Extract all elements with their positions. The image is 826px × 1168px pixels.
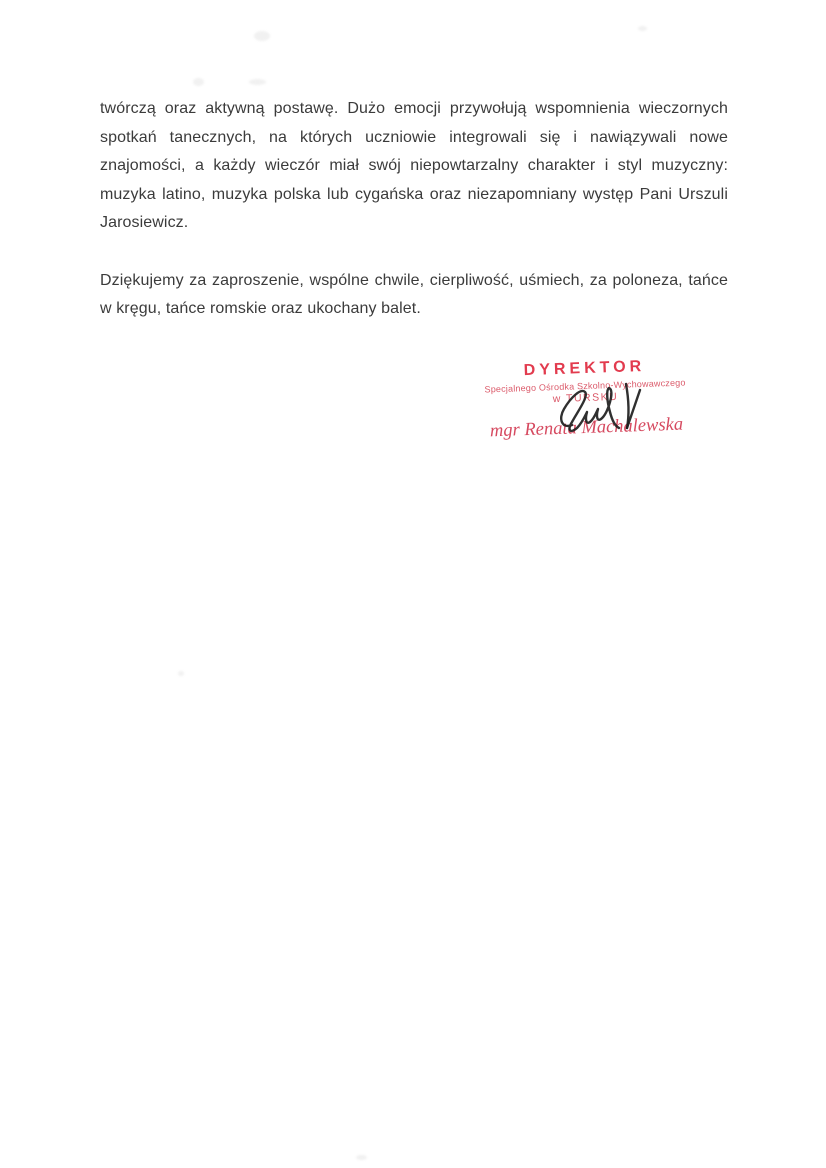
body-text-line: muzyka latino, muzyka polska lub cygańska oraz niezapomniany występ Pani Urszuli (100, 185, 728, 203)
signature-ink (561, 388, 619, 431)
scan-artifact (254, 31, 270, 41)
body-text-line: Dziękujemy za zaproszenie, wspólne chwile, cierpliwość, uśmiech, za poloneza, tańce (100, 271, 728, 289)
scan-artifact (193, 78, 204, 86)
paragraph-thanks (100, 267, 728, 324)
stamp-title: DYREKTOR (523, 357, 646, 380)
stamp-institution-line: Specjalnego Ośrodka Szkolno-Wychowawczego (484, 377, 686, 395)
body-text-line: twórczą oraz aktywną postawę. Dużo emocji przywołują wspomnienia wieczornych (100, 100, 728, 117)
signatory-name: mgr Renata Machalewska (489, 414, 684, 442)
scan-artifact (178, 671, 184, 676)
stamp-location-line: w TURSKU (552, 390, 619, 406)
handwritten-signature (550, 381, 658, 443)
body-text-line: znajomości, a każdy wieczór miał swój niepowtarzalny charakter i styl muzyczny: (100, 157, 728, 175)
body-text-line: Jarosiewicz. (100, 214, 189, 232)
body-text-line: w kręgu, tańce romskie oraz ukochany balet. (100, 300, 421, 318)
scan-artifact (638, 26, 647, 31)
scan-artifact (356, 1155, 367, 1160)
letter-body (100, 95, 728, 324)
body-text-line: spotkań tanecznych, na których uczniowie integrowali się i nawiązywali nowe (100, 128, 728, 146)
scan-artifact (249, 79, 266, 85)
paragraph-memories (100, 95, 728, 238)
